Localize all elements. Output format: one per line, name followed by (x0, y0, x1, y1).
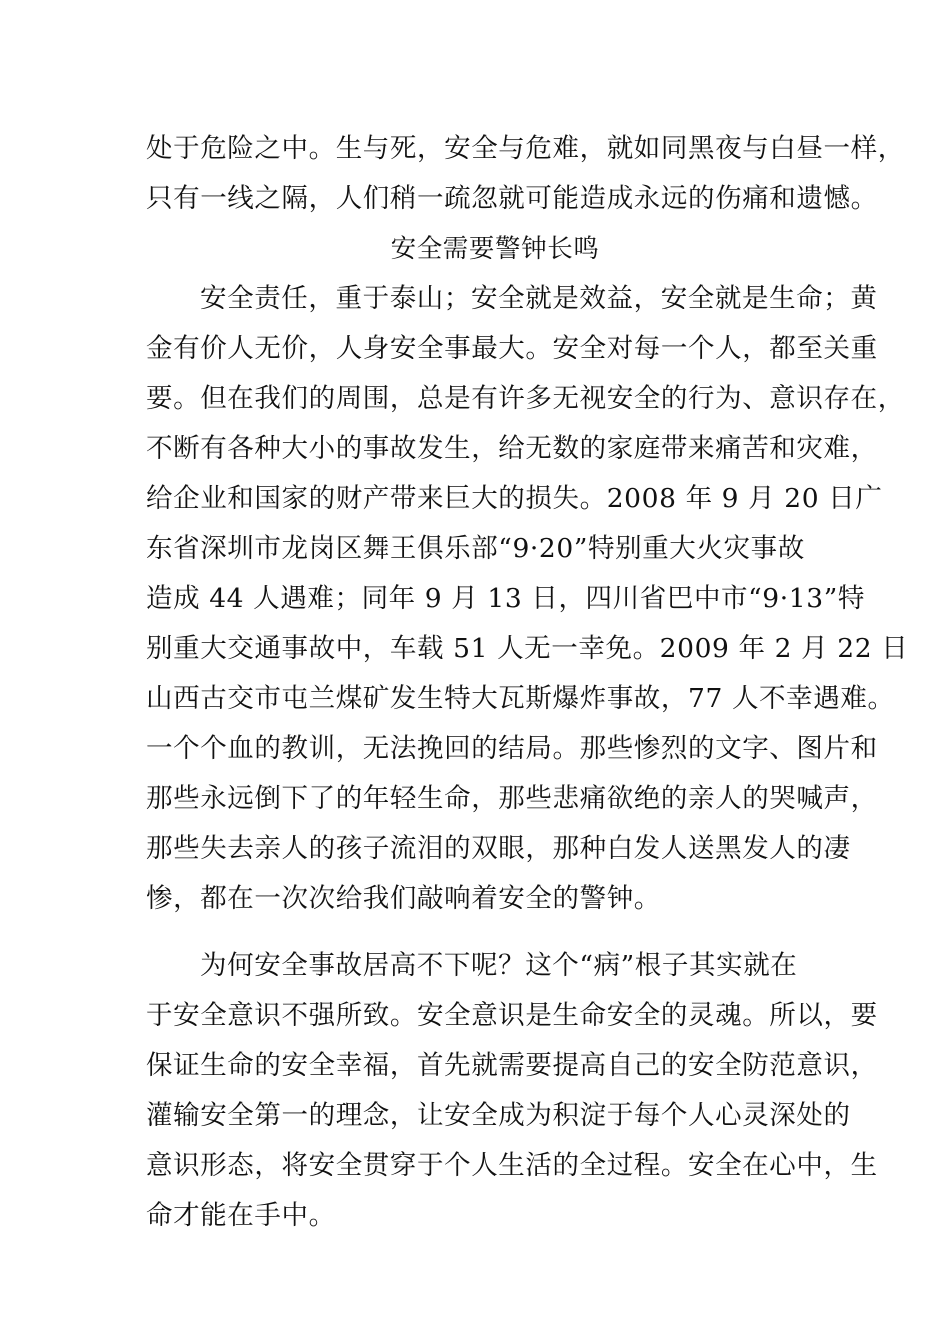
paragraph-first-line: 安全责任，重于泰山；安全就是效益，安全就是生命；黄 (200, 283, 878, 314)
body-line: 那些永远倒下了的年轻生命，那些悲痛欲绝的亲人的哭喊声， (146, 783, 878, 814)
body-line: 命才能在手中。 (146, 1200, 336, 1231)
body-line: 东省深圳市龙岗区舞王俱乐部“9·20”特别重大火灾事故 (146, 533, 805, 564)
body-line: 金有价人无价，人身安全事最大。安全对每一个人，都至关重 (146, 333, 878, 364)
body-line: 给企业和国家的财产带来巨大的损失。2008 年 9 月 20 日广 (146, 483, 883, 514)
section-title: 安全需要警钟长鸣 (390, 234, 600, 264)
paragraph-first-line: 为何安全事故居高不下呢？这个“病”根子其实就在 (200, 950, 798, 981)
body-line: 灌输安全第一的理念，让安全成为积淀于每个人心灵深处的 (146, 1100, 851, 1131)
body-line: 山西古交市屯兰煤矿发生特大瓦斯爆炸事故，77 人不幸遇难。 (146, 683, 895, 714)
body-line: 意识形态，将安全贯穿于个人生活的全过程。安全在心中，生 (146, 1150, 878, 1181)
body-line: 要。但在我们的周围，总是有许多无视安全的行为、意识存在， (146, 383, 905, 414)
body-line: 别重大交通事故中，车载 51 人无一幸免。2009 年 2 月 22 日 (146, 633, 909, 664)
body-line: 处于危险之中。生与死，安全与危难，就如同黑夜与白昼一样， (146, 133, 905, 164)
document-body (146, 124, 909, 1241)
body-line: 一个个血的教训，无法挽回的结局。那些惨烈的文字、图片和 (146, 733, 878, 764)
body-line: 那些失去亲人的孩子流泪的双眼，那种白发人送黑发人的凄 (146, 833, 851, 864)
body-line: 保证生命的安全幸福，首先就需要提高自己的安全防范意识， (146, 1050, 878, 1081)
body-line: 不断有各种大小的事故发生，给无数的家庭带来痛苦和灾难， (146, 433, 878, 464)
body-line: 于安全意识不强所致。安全意识是生命安全的灵魂。所以，要 (146, 1000, 878, 1031)
paragraph-gap (146, 924, 826, 941)
body-line: 造成 44 人遇难；同年 9 月 13 日，四川省巴中市“9·13”特 (146, 583, 865, 614)
body-line: 惨，都在一次次给我们敲响着安全的警钟。 (146, 883, 661, 914)
body-line: 只有一线之隔，人们稍一疏忽就可能造成永远的伤痛和遗憾。 (146, 183, 878, 214)
